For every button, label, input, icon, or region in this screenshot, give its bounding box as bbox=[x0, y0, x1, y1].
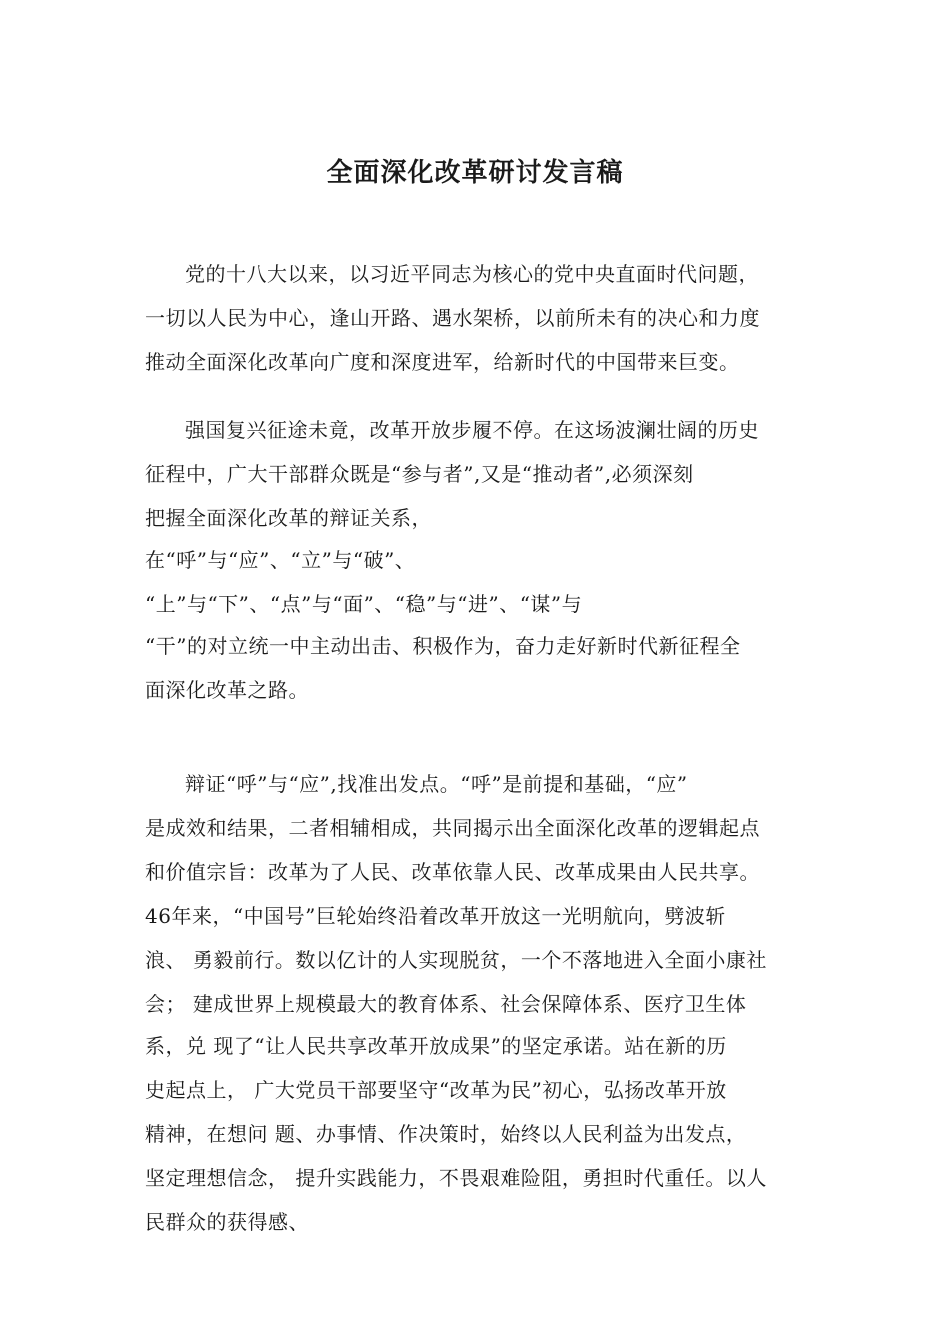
paragraph-2-line-2: 征程中，广大干部群众既是“参与者”,又是“推动者”,必须深刻 bbox=[145, 462, 694, 486]
paragraph-2-line-6: “干”的对立统一中主动出击、积极作为，奋力走好新时代新征程全 bbox=[145, 634, 741, 658]
paragraph-3-line-3: 和价值宗旨：改革为了人民、改革依靠人民、改革成果由人民共享。 bbox=[145, 860, 760, 884]
paragraph-3-line-2: 是成效和结果，二者相辅相成，共同揭示出全面深化改革的逻辑起点 bbox=[145, 816, 760, 840]
paragraph-1-line-1: 党的十八大以来，以习近平同志为核心的党中央直面时代问题， bbox=[185, 262, 759, 286]
paragraph-2-line-4: 在“呼”与“应”、“立”与“破”、 bbox=[145, 548, 416, 572]
paragraph-3-line-1: 辩证“呼”与“应”,找准出发点。“呼”是前提和基础，“应” bbox=[185, 772, 688, 796]
paragraph-3-line-8: 史起点上， 广大党员干部要坚守“改革为民”初心，弘扬改革开放 bbox=[145, 1078, 727, 1102]
paragraph-1-line-2: 一切以人民为中心，逢山开路、遇水架桥，以前所未有的决心和力度 bbox=[145, 306, 760, 330]
paragraph-2-line-1: 强国复兴征途未竟，改革开放步履不停。在这场波澜壮阔的历史 bbox=[185, 418, 759, 442]
paragraph-3-line-4: 46年来，“中国号”巨轮始终沿着改革开放这一光明航向，劈波斩 bbox=[145, 904, 726, 928]
paragraph-3-line-5: 浪、 勇毅前行。数以亿计的人实现脱贫，一个不落地进入全面小康社 bbox=[145, 948, 767, 972]
paragraph-2-line-3: 把握全面深化改革的辩证关系， bbox=[145, 506, 432, 530]
paragraph-3-line-6: 会； 建成世界上规模最大的教育体系、社会保障体系、医疗卫生体 bbox=[145, 992, 747, 1016]
paragraph-3-line-9: 精神，在想问 题、办事情、作决策时，始终以人民利益为出发点， bbox=[145, 1122, 747, 1146]
paragraph-1-line-3: 推动全面深化改革向广度和深度进军，给新时代的中国带来巨变。 bbox=[145, 350, 740, 374]
paragraph-3-line-10: 坚定理想信念， 提升实践能力，不畏艰难险阻，勇担时代重任。以人 bbox=[145, 1166, 767, 1190]
paragraph-2-line-5: “上”与“下”、“点”与“面”、“稳”与“进”、“谋”与 bbox=[145, 592, 583, 616]
paragraph-3-line-11: 民群众的获得感、 bbox=[145, 1210, 309, 1234]
document-title: 全面深化改革研讨发言稿 bbox=[326, 158, 624, 188]
paragraph-2-line-7: 面深化改革之路。 bbox=[145, 678, 309, 702]
paragraph-3-line-7: 系，兑 现了“让人民共享改革开放成果”的坚定承诺。站在新的历 bbox=[145, 1034, 727, 1058]
